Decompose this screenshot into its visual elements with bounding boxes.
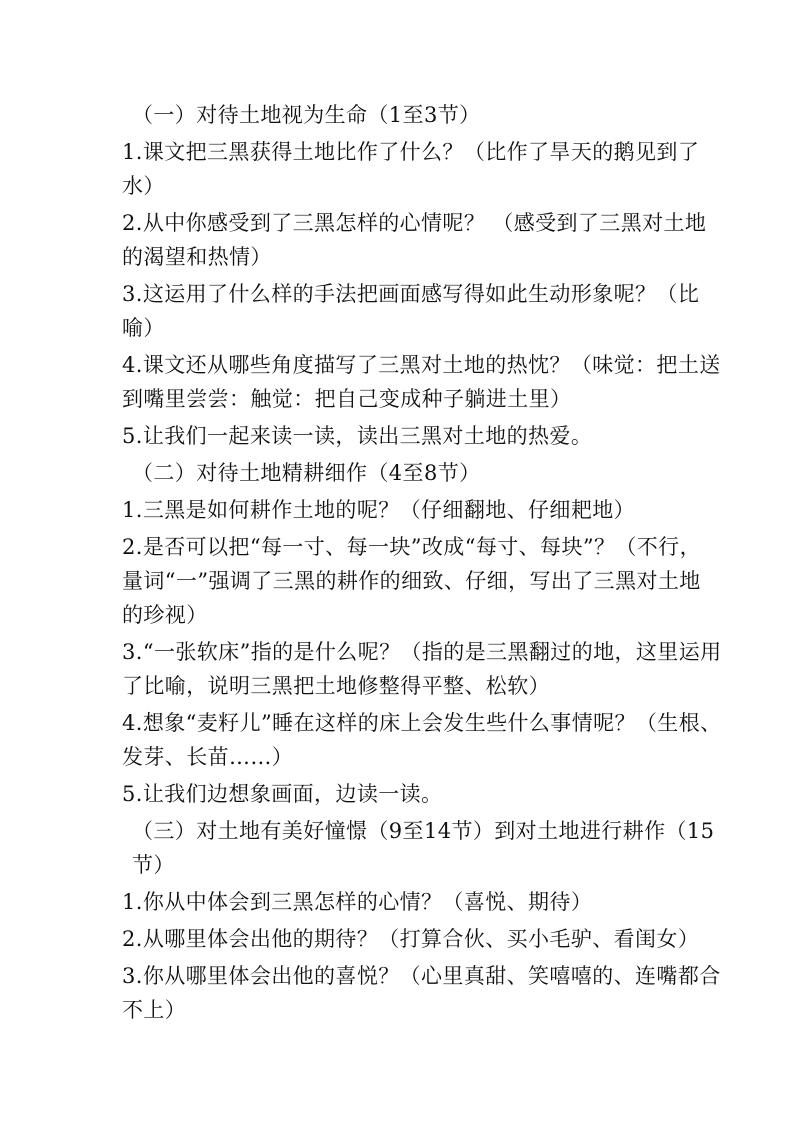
question-2-1: 1.三黑是如何耕作土地的呢？（仔细翻地、仔细耙地） [122,498,636,522]
question-2-4: 4.想象“麦籽儿”睡在这样的床上会发生些什么事情呢？（生根、发芽、长苗……） [122,711,722,769]
question-2-3: 3.“一张软床”指的是什么呢？（指的是三黑翻过的地，这里运用了比喻，说明三黑把土地修整得平整、松软） [122,640,722,698]
question-3-3: 3.你从哪里体会出他的喜悦？（心里真甜、笑嘻嘻的、连嘴都合不上） [122,964,721,1022]
question-1-1: 1.课文把三黑获得土地比作了什么？（比作了旱天的鹅见到了水） [122,140,700,198]
question-1-5: 5.让我们一起来读一读，读出三黑对土地的热爱。 [122,424,593,448]
question-1-3: 3.这运用了什么样的手法把画面感写得如此生动形象呢？（比喻） [122,282,700,340]
question-2-5: 5.让我们边想象画面，边读一读。 [122,782,443,806]
question-3-1: 1.你从中体会到三黑怎样的心情？（喜悦、期待） [122,890,593,914]
question-1-4: 4.课文还从哪些角度描写了三黑对土地的热忱？（味觉：把土送到嘴里尝尝：触觉：把自己变成种子躺进土里） [122,353,721,411]
question-1-2: 2.从中你感受到了三黑怎样的心情呢？ （感受到了三黑对土地的渴望和热情） [122,211,707,269]
section-heading-3: （三）对土地有美好憧憬（9至14节）到对土地进行耕作（15节） [132,819,715,877]
section-heading-1: （一）对待土地视为生命（1至3节） [132,103,481,127]
question-3-2: 2.从哪里体会出他的期待？（打算合伙、买小毛驴、看闺女） [122,927,700,951]
question-2-2: 2.是否可以把“每一寸、每一块”改成“每寸、每块”？（不行，量词“一”强调了三黑的耕作的细致、仔细，写出了三黑对土地的珍视） [122,535,701,627]
document-body [122,98,722,1030]
section-heading-2: （二）对待土地精耕细作（4至8节） [132,461,481,485]
